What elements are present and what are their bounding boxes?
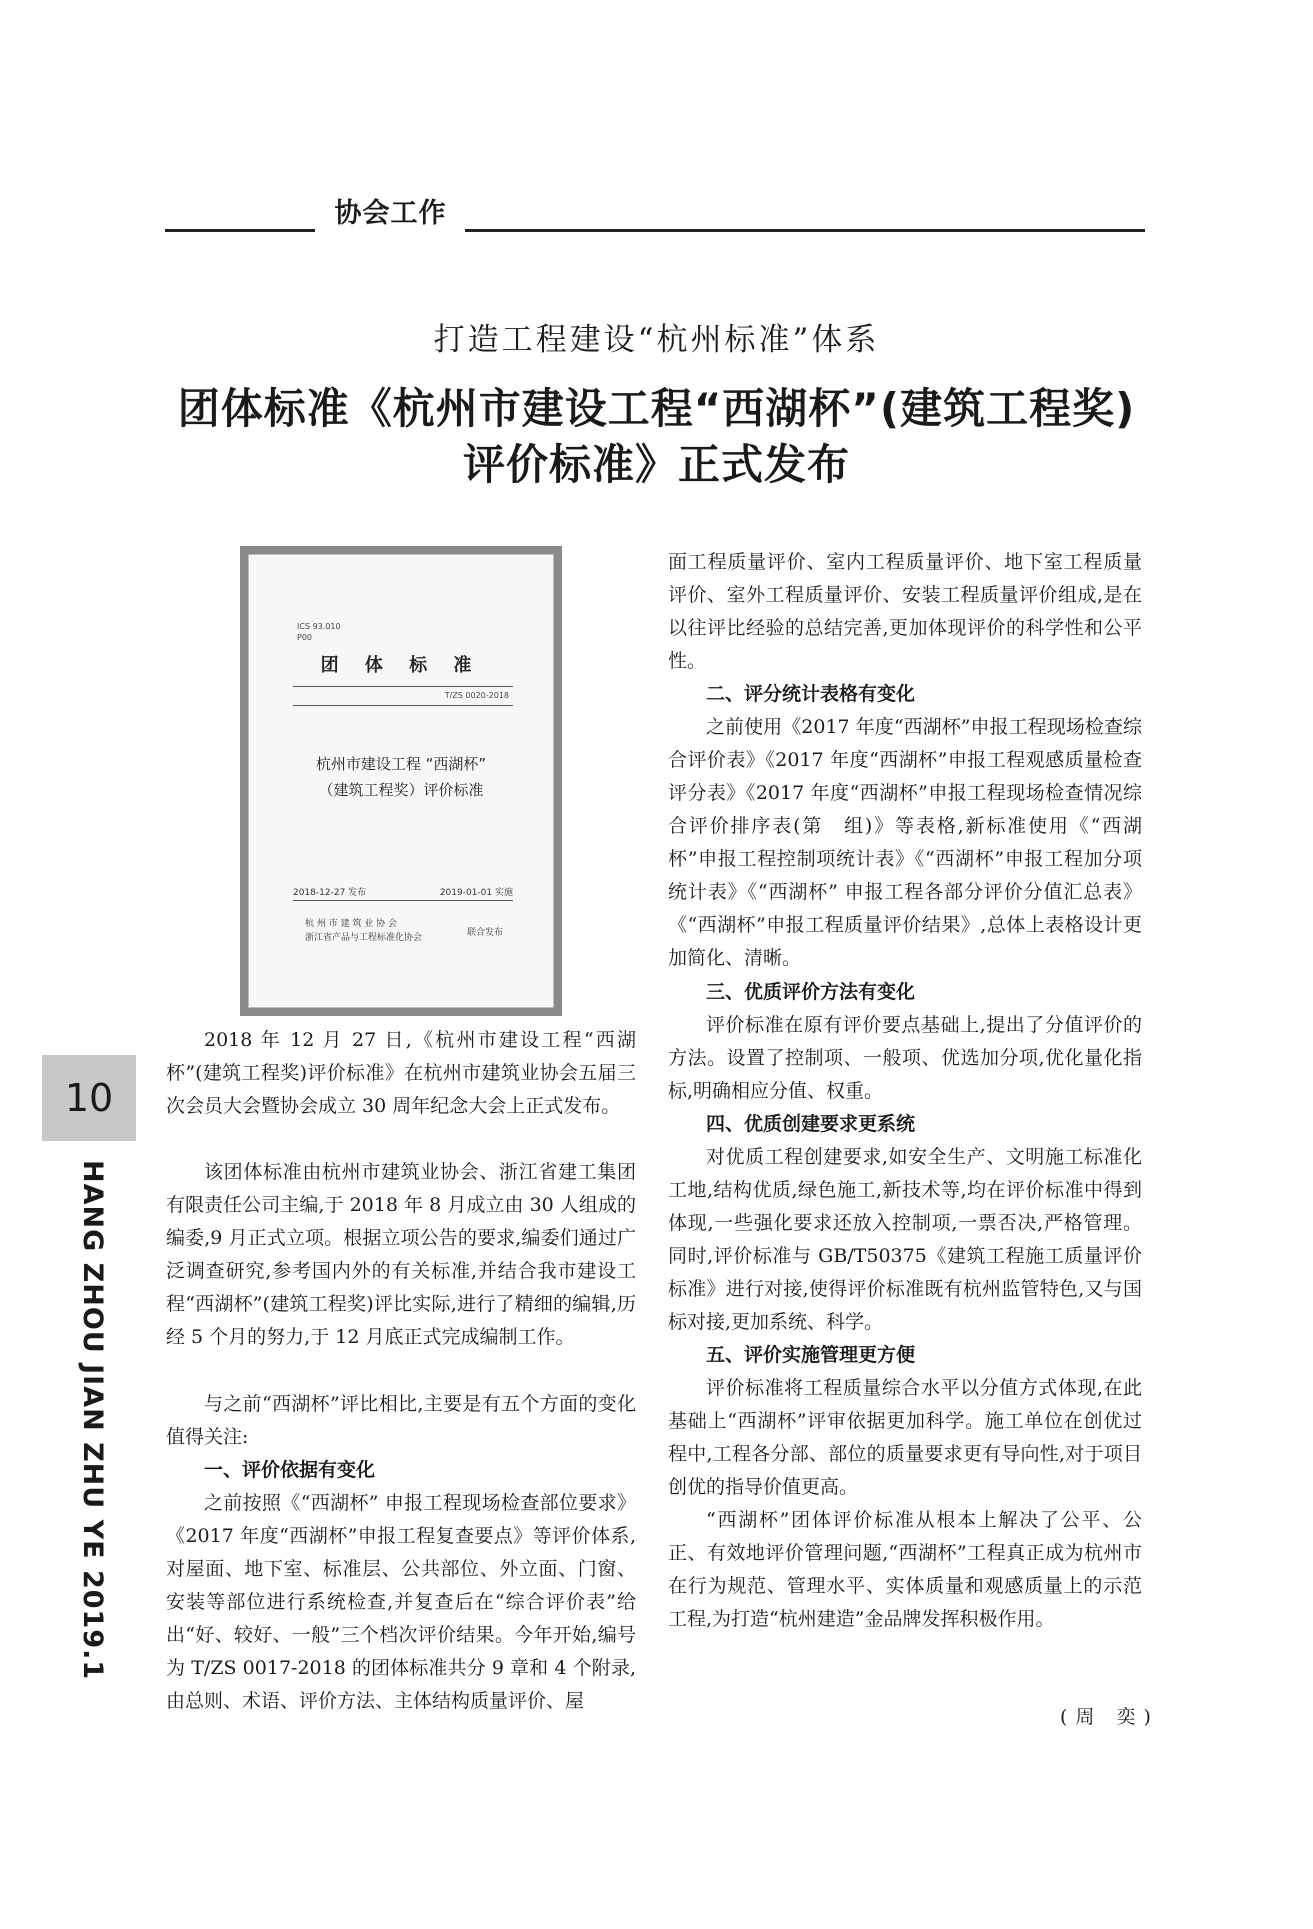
cover-code: T/ZS 0020-2018 (444, 691, 509, 700)
section-heading: 一、评价依据有变化 (204, 1459, 376, 1481)
cover-joint-release: 联合发布 (467, 928, 504, 938)
paragraph: 面工程质量评价、室内工程质量评价、地下室工程质量评价、室外工程质量评价、安装工程质量评价组成,是在以往评比经验的总结完善,更加体现评价的科学性和公平性。 (668, 551, 1142, 672)
paragraph: 该团体标准由杭州市建筑业协会、浙江省建工集团有限责任公司主编,于 2018 年 8 月成立由 30 人组成的编委,9 月正式立项。根据立项公告的要求,编委们通过广泛调查研究,参考国内外的有关标准,并结合我市建设工程“西湖杯”(建筑工程奖)评比实际,进行了精细的编辑,历经 5 个月的努力,于 12 月底正式完成编制工作。 (166, 1161, 636, 1348)
cover-rule (293, 900, 513, 901)
cover-orgs (305, 917, 422, 945)
cover-org2: 浙江省产品与工程标准化协会 (305, 933, 423, 943)
cover-rule (293, 686, 513, 687)
header-rule-right (465, 229, 1145, 232)
header-rule-left (165, 229, 315, 232)
paragraph: 2018 年 12 月 27 日,《杭州市建设工程“西湖杯”(建筑工程奖)评价标准》在杭州市建筑业协会五届三次会员大会暨协会成立 30 周年纪念大会上正式发布。 (166, 1029, 636, 1117)
journal-name: HANG ZHOU JIAN ZHU YE 2019.1 (77, 1160, 108, 1681)
paragraph: 评价标准将工程质量综合水平以分值方式体现,在此基础上“西湖杯”评审依据更加科学。施工单位在创优过程中,工程各分部、部位的质量要求更有导向性,对于项目创优的指导价值更高。 (668, 1377, 1142, 1498)
cover-class-code: P00 (297, 633, 313, 642)
cover-type: 团 体 标 准 (320, 655, 482, 676)
cover-ics (297, 621, 341, 643)
paragraph: 对优质工程创建要求,如安全生产、文明施工标准化工地,结构优质,绿色施工,新技术等,均在评价标准中得到体现,一些强化要求还放入控制项,一票否决,严格管理。同时,评价标准与 GB/T50375《建筑工程施工质量评价标准》进行对接,使得评价标准既有杭州监管特色,又与国标对接,更加系统、科学。 (668, 1146, 1142, 1333)
paragraph: “西湖杯”团体评价标准从根本上解决了公平、公正、有效地评价管理问题,“西湖杯”工程真正成为杭州市在行为规范、管理水平、实体质量和观感质量上的示范工程,为打造“杭州建造”金品牌发挥积极作用。 (668, 1509, 1142, 1630)
author-signature: (周 奕) (1060, 1706, 1159, 1728)
paragraph: 之前使用《2017 年度“西湖杯”申报工程现场检查综合评价表》《2017 年度“西湖杯”申报工程观感质量检查评分表》《2017 年度“西湖杯”申报工程现场检查情况综合评价排序表(第 组)》等表格,新标准使用《“西湖杯”申报工程控制项统计表》《“西湖杯”申报工程加分项统计表》《“西湖杯” 申报工程各部分评价分值汇总表》《“西湖杯”申报工程质量评价结果》,总体上表格设计更加简化、清晰。 (668, 716, 1142, 969)
paragraph: 之前按照《“西湖杯” 申报工程现场检查部位要求》《2017 年度“西湖杯”申报工程复查要点》等评价体系,对屋面、地下室、标准层、公共部位、外立面、门窗、安装等部位进行系统检查,并复查后在“综合评价表”给出“好、较好、一般”三个档次评价结果。今年开始,编号为 T/ZS 0017-2018 的团体标准共分 9 章和 4 个附录,由总则、术语、评价方法、主体结构质量评价、屋 (166, 1492, 636, 1712)
cover-rule (293, 705, 513, 706)
article-kicker: 打造工程建设“杭州标准”体系 (433, 322, 880, 358)
cover-release-date: 2018-12-27 发布 (293, 888, 367, 898)
paragraph: 评价标准在原有评价要点基础上,提出了分值评价的方法。设置了控制项、一般项、优选加分项,优化量化指标,明确相应分值、权重。 (668, 1014, 1142, 1102)
article-title-line1: 团体标准《杭州市建设工程“西湖杯”(建筑工程奖) (177, 384, 1136, 433)
section-label: 协会工作 (334, 198, 447, 229)
section-heading: 五、评价实施管理更方便 (706, 1344, 916, 1366)
cover-ics-code: ICS 93.010 (297, 622, 341, 631)
cover-name-line2: （建筑工程奖）评价标准 (318, 781, 484, 799)
section-heading: 四、优质创建要求更系统 (706, 1113, 916, 1135)
cover-org1: 杭 州 市 建 筑 业 协 会 (305, 919, 398, 929)
cover-dates (293, 885, 513, 898)
cover-implement-date: 2019-01-01 实施 (439, 888, 513, 898)
section-heading: 二、评分统计表格有变化 (706, 683, 916, 705)
article-title-line2: 评价标准》正式发布 (462, 440, 850, 489)
cover-page (248, 554, 554, 1008)
page-number: 10 (42, 1055, 136, 1141)
paragraph: 与之前“西湖杯”评比相比,主要是有五个方面的变化值得关注: (166, 1393, 636, 1448)
section-heading: 三、优质评价方法有变化 (706, 981, 916, 1003)
cover-name-line1: 杭州市建设工程 “西湖杯” (315, 755, 487, 773)
standard-cover-image (240, 546, 562, 1016)
